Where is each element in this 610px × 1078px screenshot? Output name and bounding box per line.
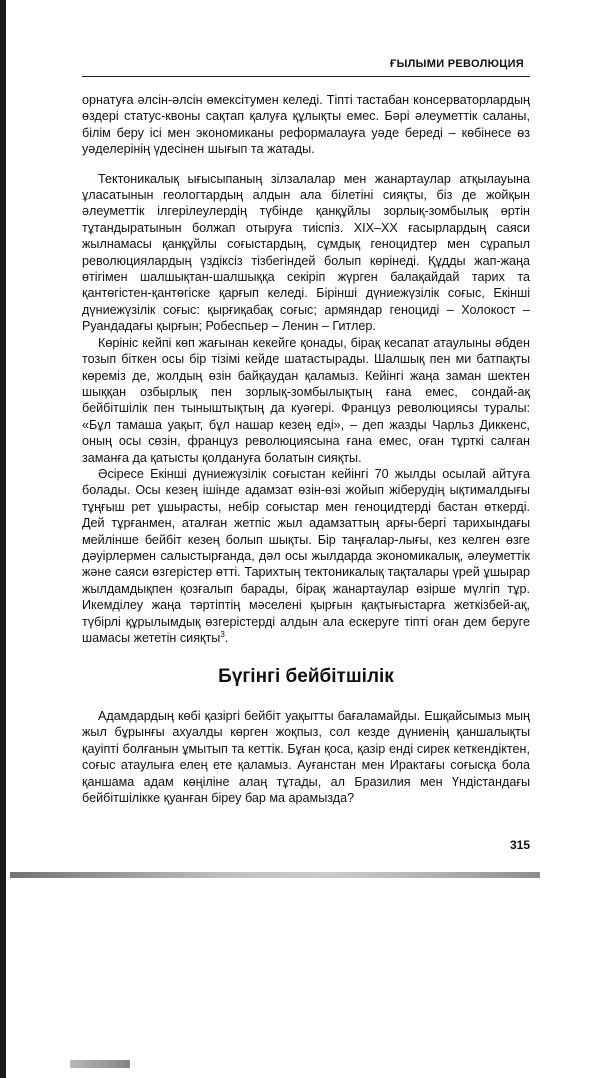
paragraph-3: Көрініс кейпі көп жағынан кекейге қонады, бірақ кесапат атаулыны әбден тозып біткен осы бір тізімі кейде шатастырады. Шалшық пен ми батпақты көреміз де, жолдың өзін байқаудан қаламыз. Кейінгі жаңа заман шектен шыққан озбырлық пен зорлық-зомбылықтың ғана емес, сондай-ақ бейбітшілік пен тыныштықтың да куәгері. Француз революциясы туралы: «Бұл тамаша уақыт, бұл нашар кезең еді», – деп жазды Чарльз Диккенс, оның осы сөзін, француз революциясына ғана емес, оған тұрткі салған заманға да қатысты қолдануға болатын сияқты. xyxy=(82,335,530,465)
paragraph-1: орнатуға әлсін-әлсін өмексітумен келеді. Тіпті тастабан консерваторлардың өздері статус-квоны сақтап қалуға құлықты емес. Бәрі әлеуметтік саланы, білім беру ісі мен экономиканы реформалауға уәде береді – көбінесе өз уәделерінің үдесінен шығып та жатады. xyxy=(82,93,530,157)
scan-left-edge xyxy=(0,0,6,1078)
paragraph-4-text: Әсіресе Екінші дүниежүзілік соғыстан кейінгі 70 жылды осылай айтуға болады. Осы кезең ішінде адамзат өзін-өзі жойып жіберудің ықтималдығы тұңғыш рет ұшырасты, небір соғыстар мен геноцидтерді бастан өткерді. Дей тұрғанмен, аталған жетпіс жыл адамзаттың арғы-бергі тарихындағы мейлінше бейбіт кезең болып шықты. Бір таңғалар-лығы, кез келген өзге дәуірлермен салыстырғанда, дәл осы жылдарда экономикалық, әлеуметтік және саяси өзгерістер өтті. Тарихтың тектоникалық тақталары үрей ұшырар жылдамдықпен қозғалып барады, бірақ жанартаулар өзірше мүлгіп тұр. Икемділеу жаңа тәртіптің мәселені қырғын қақтығыстарға жеткізбей-ақ, түбірлі құрылымдық өзгерістерді алдын ала ескеруге тіпті оған дем беруге шамасы жететін сияқты xyxy=(82,466,530,645)
section-text xyxy=(82,708,530,806)
running-head: ҒЫЛЫМИ РЕВОЛЮЦИЯ xyxy=(390,58,524,70)
footnote-marker: 3 xyxy=(220,629,225,639)
page-number: 315 xyxy=(509,838,530,852)
section-paragraph: Адамдардың көбі қазіргі бейбіт уақытты бағаламайды. Ешқайсымыз мың жыл бұрынғы ахуалды көрген жоқпыз, сол кезде дүниенің қаншалықты қауіпті болғанын ұмытып та кеттік. Бұған қоса, қазір енді сирек кеткендіктен, соғыс атаулыға елең ете қаламыз. Ауғанстан мен Ирактағы соғысқа бола қаншама адам көңіліне алаң тұтады, ал Бразилия мен Үндістандағы бейбітшілікке қуанған біреу бар ма арамызда? xyxy=(82,709,530,806)
paragraph-2: Тектоникалық ығысыпаның зілзалалар мен жанартаулар атқылауына ұласатынын геологтардың алдын ала білетіні сияқты, біз де жойқын әлеуметтік ілгерілеулердің түбінде қанқұйлы зорлық-зомбылық өртін тұтандыратынын болжап отыруға тиіспіз. XIX–XX ғасырлардың саяси жылнамасы қанқұйлы соғыстардың, сұмдық геноцидтер мен сұрапыл революциялардың үздіксіз тізбегіндей болып көрінеді. Құдды жап-жаңа өтігімен шалшықтан-шалшыққа секіріп жүрген балақайдай тарих та қантөгістен-қантөгіске қарғып келеді. Бірінші дүниежүзілік соғыс, Екінші дүниежүзілік соғыс: қырғиқабақ соғыс; армяндар геноциді – Холокост – Руандадағы қырғын; Робеспьер – Ленин – Гитлер. xyxy=(82,171,530,334)
paragraph-4-end: . xyxy=(224,631,229,645)
header-rule xyxy=(82,76,530,77)
paragraph-4 xyxy=(82,466,530,646)
body-text xyxy=(82,92,530,646)
scan-artifact-mark xyxy=(70,1060,130,1068)
section-title: Бүгінгі бейбітшілік xyxy=(218,666,394,687)
scan-artifact-band xyxy=(10,872,540,878)
